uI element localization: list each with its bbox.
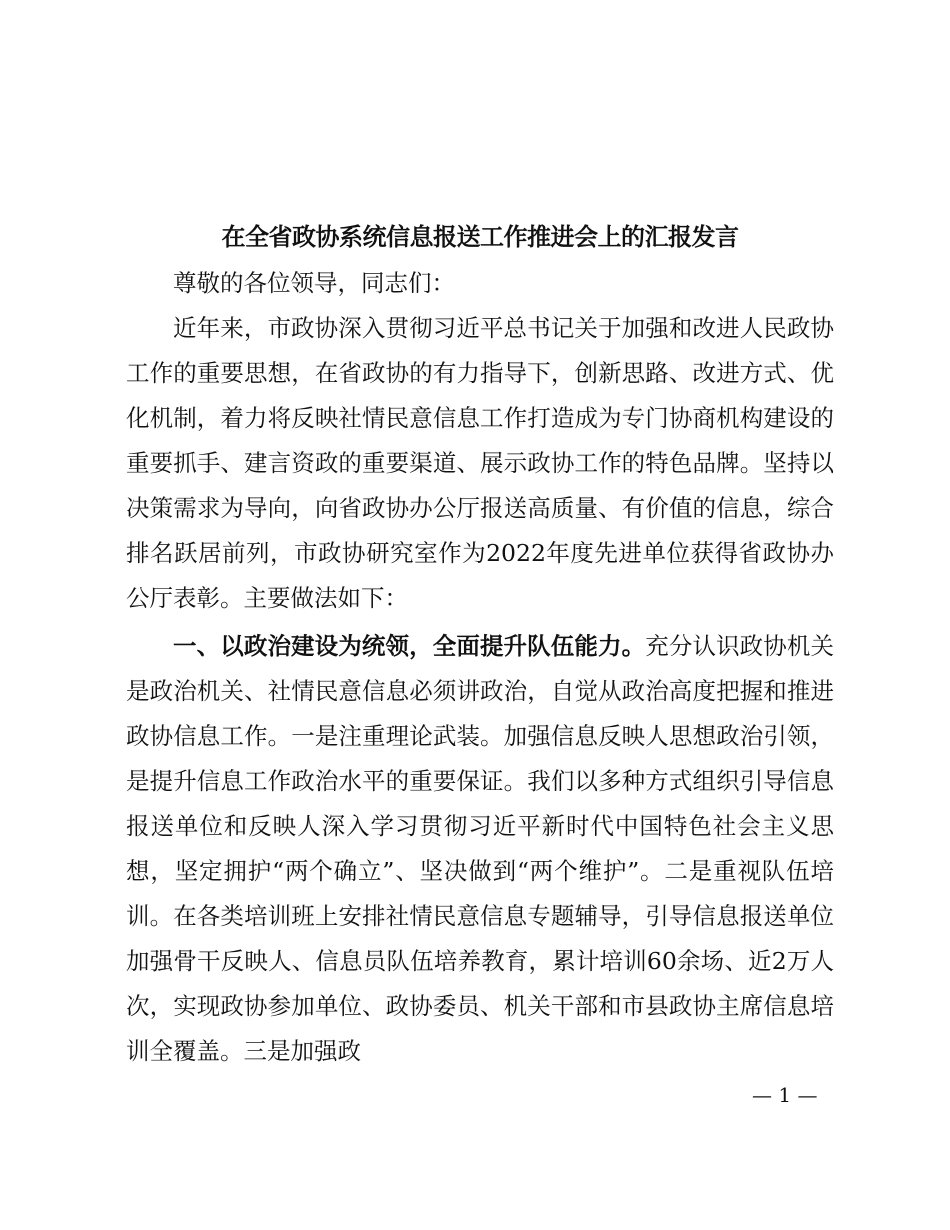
salutation: 尊敬的各位领导，同志们： bbox=[173, 269, 455, 297]
section-1-paragraph bbox=[126, 624, 834, 1074]
section-1-text: 充分认识政协机关是政治机关、社情民意信息必须讲政治，自觉从政治高度把握和推进政协信息工作。一是注重理论武装。加强信息反映人思想政治引领，是提升信息工作政治水平的重要保证。我们以多种方式组织引导信息报送单位和反映人深入学习贯彻习近平新时代中国特色社会主义思想，坚定拥护“两个确立”、坚决做到“两个维护”。二是重视队伍培训。在各类培训班上安排社情民意信息专题辅导，引导信息报送单位加强骨干反映人、信息员队伍培养教育，累计培训60余场、近2万人次，实现政协参加单位、政协委员、机关干部和市县政协主席信息培训全覆盖。三是加强政 bbox=[126, 632, 835, 1065]
page-number: — 1 — bbox=[752, 1083, 818, 1107]
document-title: 在全省政协系统信息报送工作推进会上的汇报发言 bbox=[221, 222, 739, 251]
intro-paragraph: 近年来，市政协深入贯彻习近平总书记关于加强和改进人民政协工作的重要思想，在省政协的有力指导下，创新思路、改进方式、优化机制，着力将反映社情民意信息工作打造成为专门协商机构建设的重要抓手、建言资政的重要渠道、展示政协工作的特色品牌。坚持以决策需求为导向，向省政协办公厅报送高质量、有价值的信息，综合排名跃居前列，市政协研究室作为2022年度先进单位获得省政协办公厅表彰。主要做法如下： bbox=[126, 314, 834, 612]
section-1-heading: 一、以政治建设为统领，全面提升队伍能力。 bbox=[173, 632, 646, 660]
document-body bbox=[126, 261, 834, 1074]
